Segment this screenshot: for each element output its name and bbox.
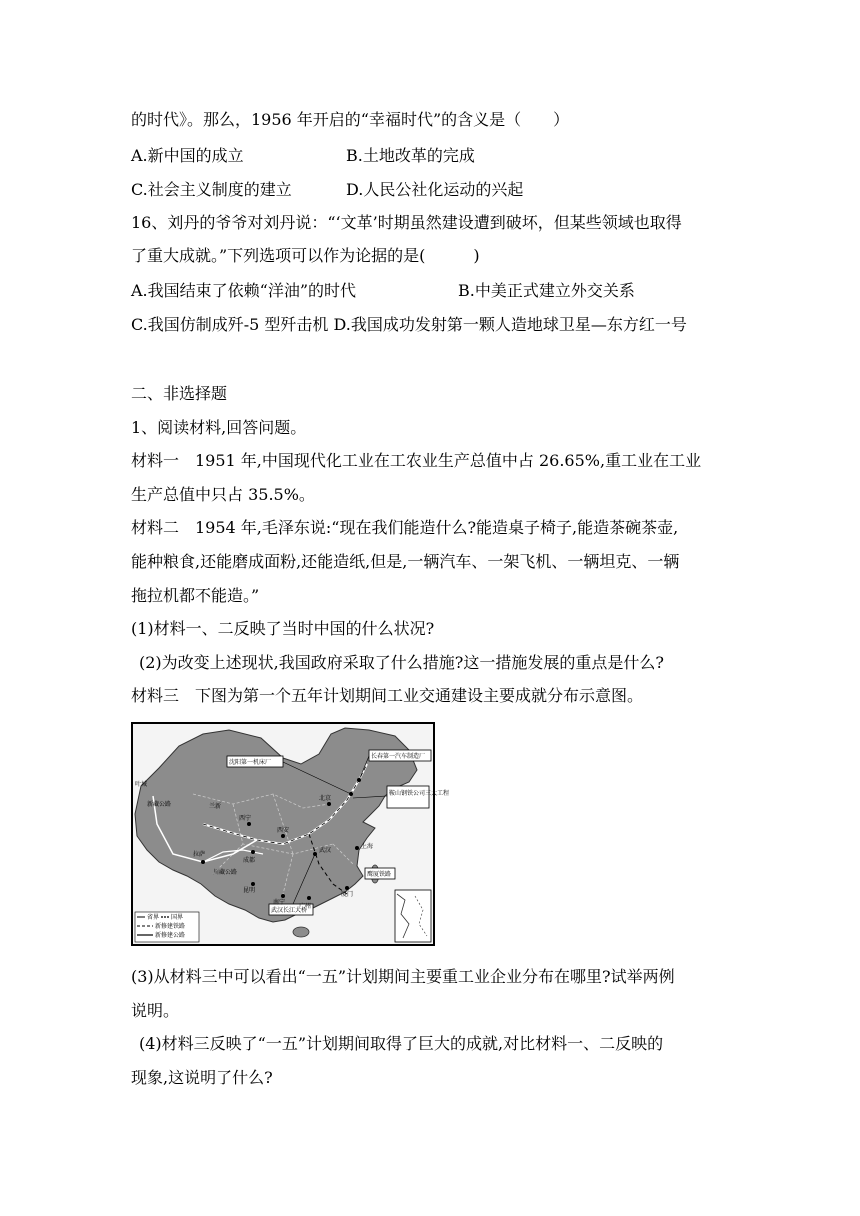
q15-option-a: A.新中国的成立: [131, 146, 244, 165]
sub-question-1: (1)材料一、二反映了当时中国的什么状况?: [131, 619, 435, 638]
sub-question-4-line2: 现象,这说明了什么?: [131, 1068, 273, 1087]
q16-stem-line1: 16、刘丹的爷爷对刘丹说：“‘文革’时期虽然建设遭到破坏，但某些领域也取得: [131, 213, 682, 232]
q15-stem: 的时代》。那么，1956 年开启的“幸福时代”的含义是（ ）: [131, 110, 570, 129]
shanghai-dot: [355, 846, 359, 850]
material1-line1: 材料一 1951 年,中国现代化工业在工农业生产总值中占 26.65%,重工业在工业: [131, 451, 702, 470]
beijing-dot: [327, 802, 331, 806]
xinzang-label: 新藏公路: [147, 801, 172, 808]
xining-label: 西宁: [239, 815, 252, 822]
first-five-year-plan-map: [131, 722, 450, 946]
yecheng-label: 叶城: [135, 781, 148, 788]
guangzhou-dot: [307, 896, 311, 900]
lanxin-label: 兰新: [209, 803, 222, 810]
q16-option-b: B.中美正式建立外交关系: [458, 281, 635, 300]
xian-dot: [281, 834, 285, 838]
kunming-label: 昆明: [243, 887, 256, 894]
south-china-sea-inset: [395, 890, 431, 942]
sub-question-3-line1: (3)从材料三中可以看出“一五”计划期间主要重工业企业分布在哪里?试举两例: [131, 967, 675, 986]
shenyang-label: 沈阳第一机床厂: [229, 759, 272, 766]
legend-railway-label: 新修建铁路: [155, 923, 186, 930]
hainan-island: [293, 927, 309, 937]
q15-option-b: B.土地改革的完成: [346, 146, 475, 165]
changchun-label: 长春第一汽车制造厂: [371, 753, 426, 760]
xiamen-label: 厦门: [341, 891, 354, 898]
nanning-label: 南宁: [273, 899, 286, 906]
sub-question-3-line2: 说明。: [131, 1001, 180, 1020]
chuanzang-label: 川藏公路: [213, 869, 238, 876]
anshan-label: 鞍山钢铁公司三大工程: [389, 790, 450, 797]
wuhan-label: 武汉: [319, 847, 332, 854]
lhasa-dot: [201, 860, 205, 864]
legend-border-label: 国界: [171, 914, 184, 921]
q16-option-cd: C.我国仿制成歼-5 型歼击机 D.我国成功发射第一颗人造地球卫星—东方红一号: [131, 315, 687, 334]
material3: 材料三 下图为第一个五年计划期间工业交通建设主要成就分布示意图。: [131, 686, 644, 705]
chengdu-dot: [251, 850, 255, 854]
sub-question-4-line1: (4)材料三反映了“一五”计划期间取得了巨大的成就,对比材料一、二反映的: [139, 1034, 664, 1053]
yingxia-label: 鹰厦铁路: [367, 871, 392, 878]
material2-line2: 能种粮食,还能磨成面粉,还能造纸,但是,一辆汽车、一架飞机、一辆坦克、一辆: [131, 552, 680, 571]
xining-dot: [247, 822, 251, 826]
q16-stem-line2: 了重大成就。”下列选项可以作为论据的是( ): [131, 246, 480, 265]
nanning-dot: [281, 894, 285, 898]
beijing-label: 北京: [319, 795, 332, 802]
material2-line1: 材料二 1954 年,毛泽东说:“现在我们能造什么?能造桌子椅子,能造茶碗茶壶,: [131, 518, 679, 537]
q15-option-c: C.社会主义制度的建立: [131, 180, 292, 199]
q15-option-d: D.人民公社化运动的兴起: [346, 180, 524, 199]
section2-title: 二、非选择题: [131, 384, 228, 403]
material2-line3: 拖拉机都不能造。”: [131, 586, 260, 605]
guangzhou-label: 广州: [299, 903, 312, 910]
q16-option-a: A.我国结束了依赖“洋油”的时代: [131, 281, 357, 300]
shanghai-label: 上海: [361, 843, 374, 850]
xiamen-dot: [345, 886, 349, 890]
wuhan-bridge-label: 武汉长江大桥: [271, 907, 308, 914]
legend-highway-label: 新修建公路: [155, 932, 186, 939]
sub-question-2: (2)为改变上述现状,我国政府采取了什么措施?这一措施发展的重点是什么?: [139, 653, 664, 672]
legend-province-label: 省界: [147, 914, 160, 921]
q1-title: 1、阅读材料,回答问题。: [131, 418, 307, 437]
chengdu-label: 成都: [243, 857, 256, 864]
xian-label: 西安: [277, 827, 290, 834]
map-svg: [133, 724, 450, 944]
lhasa-label: 拉萨: [193, 851, 206, 858]
material1-line2: 生产总值中只占 35.5%。: [131, 485, 315, 504]
kunming-dot: [251, 882, 255, 886]
